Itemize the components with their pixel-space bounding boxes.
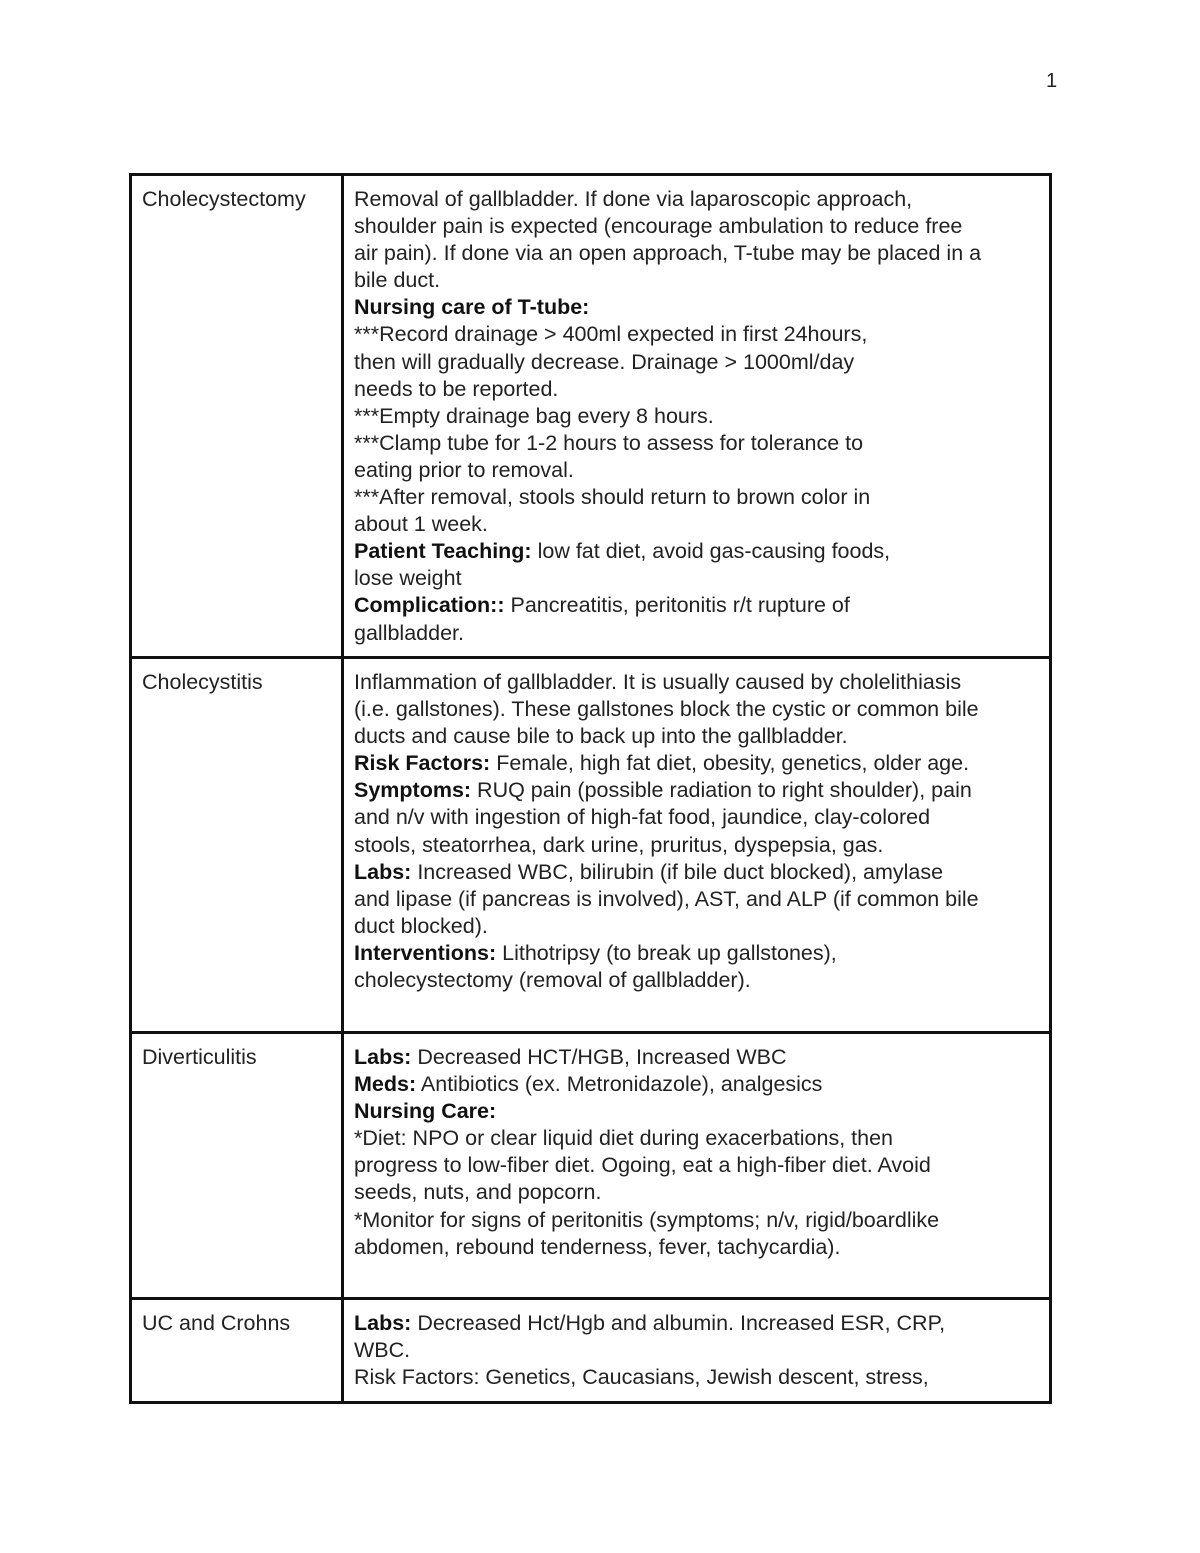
line-text: then will gradually decrease. Drainage > 1000ml/day xyxy=(354,349,855,374)
line-text: (i.e. gallstones). These gallstones block the cystic or common bile xyxy=(354,697,979,722)
line-text: abdomen, rebound tenderness, fever, tachycardia). xyxy=(354,1234,841,1259)
description-line xyxy=(354,511,1039,538)
line-text: WBC. xyxy=(354,1338,411,1363)
line-label: Nursing Care: xyxy=(354,1099,497,1124)
notes-table xyxy=(129,173,1052,1404)
description-line xyxy=(354,349,1039,376)
line-text: ***Empty drainage bag every 8 hours. xyxy=(354,403,714,428)
term-cell: Cholecystitis xyxy=(131,658,343,1033)
description-line xyxy=(354,1098,1039,1125)
description-line xyxy=(354,1152,1039,1179)
description-line xyxy=(354,294,1039,321)
description-line xyxy=(354,240,1039,267)
line-text: Inflammation of gallbladder. It is usually caused by cholelithiasis xyxy=(354,670,962,694)
line-label: Symptoms: xyxy=(354,778,472,803)
line-text: progress to low-fiber diet. Ogoing, eat a high-fiber diet. Avoid xyxy=(354,1153,931,1178)
description-line xyxy=(354,565,1039,592)
line-label: Risk Factors: xyxy=(354,751,491,776)
line-text: Decreased Hct/Hgb and albumin. Increased ESR, CRP, xyxy=(411,1311,946,1335)
line-text: ***Clamp tube for 1-2 hours to assess for tolerance to xyxy=(354,430,864,455)
description-line xyxy=(354,832,1039,859)
line-text: needs to be reported. xyxy=(354,376,559,401)
line-text: Antibiotics (ex. Metronidazole), analgesics xyxy=(416,1072,823,1097)
description-line xyxy=(354,484,1039,511)
description-line xyxy=(354,967,1039,994)
description-line xyxy=(354,592,1039,619)
description-line xyxy=(354,1207,1039,1234)
line-text: ***After removal, stools should return to brown color in xyxy=(354,485,871,510)
term-cell: UC and Crohns xyxy=(131,1299,343,1403)
description-line xyxy=(354,669,1039,696)
description-cell xyxy=(343,1033,1051,1299)
line-label: Nursing care of T-tube: xyxy=(354,295,590,320)
line-label: Meds: xyxy=(354,1072,417,1097)
description-line xyxy=(354,213,1039,240)
description-line xyxy=(354,430,1039,457)
line-text: Lithotripsy (to break up gallstones), xyxy=(496,940,837,965)
description-line xyxy=(354,1364,1039,1391)
table-row xyxy=(131,175,1051,658)
line-text: lose weight xyxy=(354,566,462,591)
description-line xyxy=(354,1234,1039,1261)
description-line xyxy=(354,321,1039,348)
description-line xyxy=(354,1044,1039,1071)
line-text: cholecystectomy (removal of gallbladder). xyxy=(354,968,751,993)
line-text: eating prior to removal. xyxy=(354,457,574,482)
line-text: about 1 week. xyxy=(354,512,488,537)
line-text: low fat diet, avoid gas-causing foods, xyxy=(531,539,891,564)
line-label: Labs: xyxy=(354,1045,412,1069)
line-text: Pancreatitis, peritonitis r/t rupture of xyxy=(504,593,850,618)
line-text: Female, high fat diet, obesity, genetics, older age. xyxy=(490,751,970,776)
page-number: 1 xyxy=(1046,70,1058,92)
description-line xyxy=(354,376,1039,403)
line-label: Patient Teaching: xyxy=(354,539,532,564)
description-line xyxy=(354,620,1039,647)
line-label: Complication:: xyxy=(354,593,505,618)
description-line xyxy=(354,403,1039,430)
description-line xyxy=(354,1179,1039,1206)
description-cell xyxy=(343,1299,1051,1403)
description-line xyxy=(354,696,1039,723)
description-line xyxy=(354,723,1039,750)
line-label: Labs: xyxy=(354,1311,412,1335)
line-text: and n/v with ingestion of high-fat food, jaundice, clay-colored xyxy=(354,805,931,830)
description-line xyxy=(354,940,1039,967)
line-text: and lipase (if pancreas is involved), AST, and ALP (if common bile xyxy=(354,886,979,911)
table-row xyxy=(131,658,1051,1033)
description-line xyxy=(354,886,1039,913)
description-line xyxy=(354,1310,1039,1337)
description-line xyxy=(354,804,1039,831)
description-line xyxy=(354,750,1039,777)
line-text: *Diet: NPO or clear liquid diet during exacerbations, then xyxy=(354,1126,893,1151)
line-text: duct blocked). xyxy=(354,913,488,938)
line-text: bile duct. xyxy=(354,268,441,293)
description-line xyxy=(354,859,1039,886)
line-text: Removal of gallbladder. If done via laparoscopic approach, xyxy=(354,187,913,211)
line-text: seeds, nuts, and popcorn. xyxy=(354,1180,602,1205)
line-text: Decreased HCT/HGB, Increased WBC xyxy=(411,1045,787,1069)
line-text: ducts and cause bile to back up into the gallbladder. xyxy=(354,724,848,749)
line-text: air pain). If done via an open approach, T-tube may be placed in a xyxy=(354,241,982,266)
line-text: gallbladder. xyxy=(354,620,464,645)
term-cell: Cholecystectomy xyxy=(131,175,343,658)
description-line xyxy=(354,1337,1039,1364)
description-line xyxy=(354,457,1039,484)
line-text: shoulder pain is expected (encourage ambulation to reduce free xyxy=(354,214,963,239)
line-text: ***Record drainage > 400ml expected in first 24hours, xyxy=(354,322,868,347)
description-line xyxy=(354,267,1039,294)
description-line xyxy=(354,777,1039,804)
description-line xyxy=(354,913,1039,940)
line-text: RUQ pain (possible radiation to right shoulder), pain xyxy=(471,778,972,803)
description-line xyxy=(354,538,1039,565)
line-text: *Monitor for signs of peritonitis (symptoms; n/v, rigid/boardlike xyxy=(354,1207,940,1232)
line-label: Interventions: xyxy=(354,940,497,965)
table-row xyxy=(131,1033,1051,1299)
line-text: Risk Factors: Genetics, Caucasians, Jewish descent, stress, xyxy=(354,1365,929,1390)
description-line xyxy=(354,1071,1039,1098)
description-cell xyxy=(343,175,1051,658)
term-cell: Diverticulitis xyxy=(131,1033,343,1299)
line-label: Labs: xyxy=(354,859,412,884)
description-line xyxy=(354,1125,1039,1152)
line-text: stools, steatorrhea, dark urine, pruritus, dyspepsia, gas. xyxy=(354,832,884,857)
line-text: Increased WBC, bilirubin (if bile duct blocked), amylase xyxy=(411,859,944,884)
table-row xyxy=(131,1299,1051,1403)
description-line xyxy=(354,186,1039,213)
description-cell xyxy=(343,658,1051,1033)
